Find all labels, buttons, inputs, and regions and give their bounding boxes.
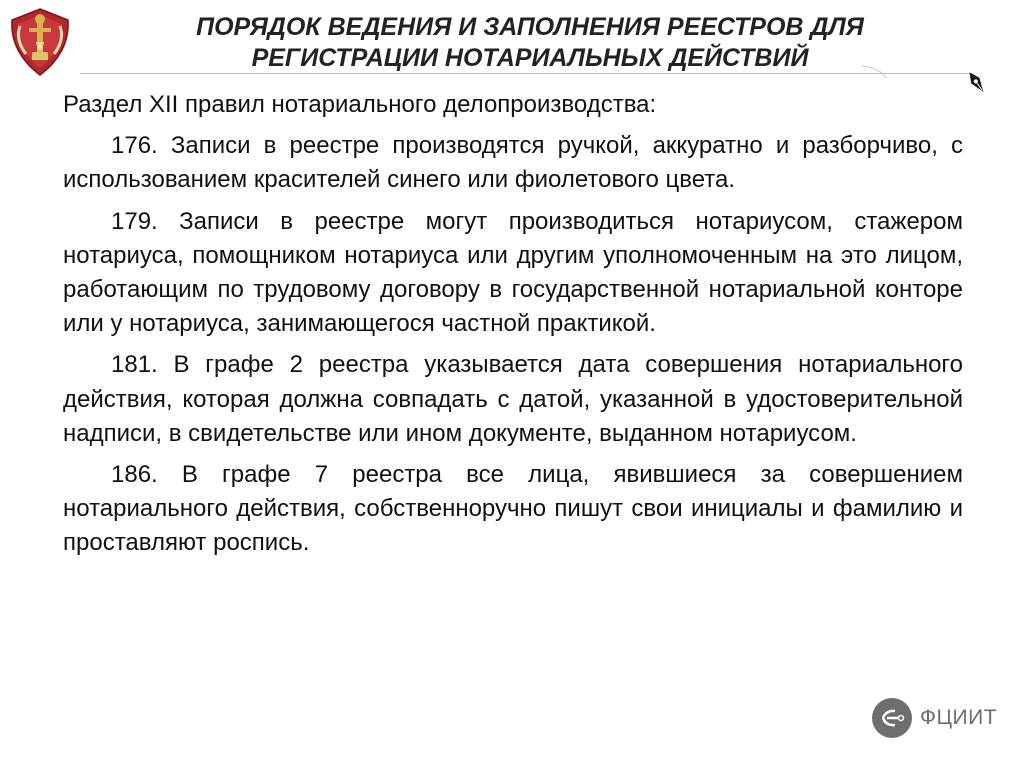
fciit-logo-icon <box>872 698 912 738</box>
footer-logo <box>872 698 997 738</box>
divider-swoosh <box>860 62 900 82</box>
fountain-pen-icon <box>962 68 992 98</box>
title-line-1: ПОРЯДОК ВЕДЕНИЯ И ЗАПОЛНЕНИЯ РЕЕСТРОВ ДЛЯ <box>196 13 864 41</box>
rule-186-paragraph: 186. В графе 7 реестра все лица, явившиеся за совершением нотариального действия, собственноручно пишут свои инициалы и фамилию и проставляют роспись. <box>63 461 963 557</box>
title-divider <box>80 73 970 74</box>
document-body <box>63 88 963 568</box>
title-line-2: РЕГИСТРАЦИИ НОТАРИАЛЬНЫХ ДЕЙСТВИЙ <box>251 44 809 72</box>
rule-176-paragraph: 176. Записи в реестре производятся ручкой, аккуратно и разборчиво, с использованием красителей синего или фиолетового цвета. <box>63 132 963 194</box>
rule-181-paragraph: 181. В графе 2 реестра указывается дата совершения нотариального действия, которая должна совпадать с датой, указанной в удостоверительной надписи, в свидетельстве или ином документе, выданном нотариусом. <box>63 351 963 447</box>
page-title <box>110 12 950 74</box>
notary-emblem-icon <box>6 6 74 78</box>
rule-179-paragraph: 179. Записи в реестре могут производиться нотариусом, стажером нотариуса, помощником нотариуса или другим уполномоченным на это лицом, работающим по трудовому договору в государственной нотариальной конторе или у нотариуса, занимающегося частной практикой. <box>63 207 963 338</box>
footer-brand-name: ФЦИИТ <box>920 706 998 729</box>
section-intro: Раздел XII правил нотариального делопроизводства: <box>63 91 657 118</box>
